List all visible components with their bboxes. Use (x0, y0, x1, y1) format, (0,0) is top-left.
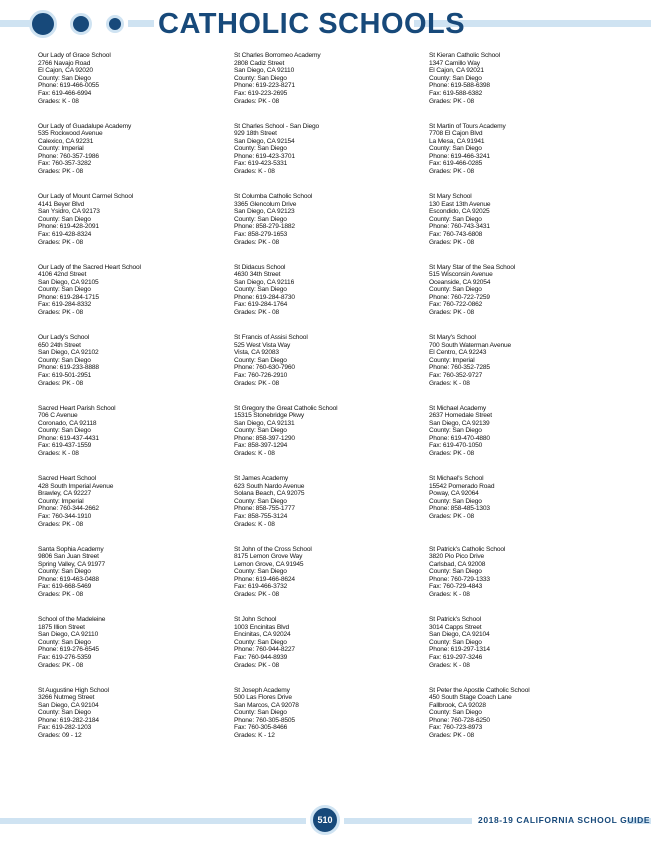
school-phone: Phone: 760-743-3431 (429, 223, 490, 231)
school-county: County: San Diego (429, 497, 482, 505)
school-county: County: San Diego (234, 638, 287, 646)
school-grades: Grades: PK - 08 (38, 309, 84, 317)
school-county: County: San Diego (234, 74, 287, 82)
school-county: County: San Diego (429, 427, 482, 435)
school-address: 9806 San Juan Street (38, 553, 99, 561)
school-fax: Fax: 619-501-2951 (38, 371, 92, 379)
school-name: St Michael's School (429, 475, 484, 482)
school-fax: Fax: 619-466-0285 (429, 160, 483, 168)
school-county: County: San Diego (234, 427, 287, 435)
school-phone: Phone: 858-755-1777 (234, 505, 295, 513)
school-name: St Joseph Academy (234, 686, 290, 694)
school-phone: Phone: 619-276-6545 (38, 646, 99, 654)
school-county: County: San Diego (234, 286, 287, 294)
school-entry (429, 405, 619, 476)
school-name: Our Lady of Grace School (38, 52, 111, 59)
school-grades: Grades: PK - 08 (234, 309, 280, 317)
school-grades: Grades: PK - 08 (429, 309, 475, 317)
school-phone: Phone: 619-470-4880 (429, 434, 490, 442)
school-grades: Grades: PK - 08 (38, 520, 84, 528)
school-city: Poway, CA 92064 (429, 490, 479, 498)
school-address: 3014 Capps Street (429, 623, 482, 631)
school-grades: Grades: K - 12 (234, 732, 275, 740)
school-county: County: San Diego (38, 568, 91, 576)
school-name: School of the Madeleine (38, 616, 106, 623)
school-entry (38, 193, 228, 264)
school-phone: Phone: 619-437-4431 (38, 434, 99, 442)
school-address: 706 C Avenue (38, 412, 78, 420)
school-phone: Phone: 619-463-0488 (38, 575, 99, 583)
school-phone: Phone: 619-466-8624 (234, 575, 295, 583)
school-entry (234, 546, 424, 617)
school-entry (38, 334, 228, 405)
school-fax: Fax: 619-423-5331 (234, 160, 288, 168)
school-address: 4630 34th Street (234, 271, 281, 279)
school-entry (234, 687, 424, 758)
school-entry (429, 546, 619, 617)
header-dot-medium (70, 13, 92, 35)
school-city: Carlsbad, CA 92008 (429, 560, 486, 568)
school-city: San Ysidro, CA 92173 (38, 208, 100, 216)
school-grades: Grades: PK - 08 (234, 238, 280, 246)
school-name: St Francis of Assisi School (234, 334, 308, 341)
school-name: St James Academy (234, 475, 289, 482)
school-name: St Mary School (429, 193, 472, 200)
school-fax: Fax: 619-437-1559 (38, 442, 92, 450)
school-county: County: San Diego (38, 638, 91, 646)
school-address: 2808 Cadiz Street (234, 59, 285, 67)
school-name: Sacred Heart Parish School (38, 404, 116, 412)
school-column-3 (429, 52, 619, 757)
school-entry (38, 546, 228, 617)
school-name: St Charles Borromeo Academy (234, 52, 321, 59)
school-grades: Grades: K - 08 (234, 168, 275, 176)
school-address: 130 East 13th Avenue (429, 200, 491, 208)
school-city: San Diego, CA 92102 (38, 349, 99, 357)
school-phone: Phone: 619-233-8888 (38, 364, 99, 372)
school-county: County: San Diego (38, 356, 91, 364)
school-phone: Phone: 760-630-7960 (234, 364, 295, 372)
school-entry (234, 334, 424, 405)
school-name: Sacred Heart School (38, 475, 96, 482)
school-phone: Phone: 619-284-1715 (38, 293, 99, 301)
school-entry (429, 616, 619, 687)
school-fax: Fax: 760-357-3282 (38, 160, 92, 168)
school-fax: Fax: 619-668-5469 (38, 583, 92, 591)
school-city: San Marcos, CA 92078 (234, 701, 299, 709)
school-fax: Fax: 760-344-1910 (38, 512, 92, 520)
school-fax: Fax: 619-470-1050 (429, 442, 483, 450)
school-city: San Diego, CA 92116 (234, 278, 295, 286)
school-county: County: San Diego (38, 427, 91, 435)
school-entry (234, 52, 424, 123)
school-fax: Fax: 619-466-3732 (234, 583, 288, 591)
school-grades: Grades: PK - 08 (234, 661, 280, 669)
school-city: Escondido, CA 92025 (429, 208, 490, 216)
school-county: County: San Diego (429, 638, 482, 646)
school-address: 1347 Camillo Way (429, 59, 480, 67)
school-county: County: Imperial (429, 356, 475, 364)
school-fax: Fax: 619-276-5359 (38, 653, 92, 661)
school-city: San Diego, CA 92110 (234, 67, 295, 75)
school-name: St Martin of Tours Academy (429, 122, 506, 130)
school-grades: Grades: K - 08 (234, 450, 275, 458)
school-address: 4141 Beyer Blvd (38, 200, 85, 208)
school-county: County: San Diego (429, 709, 482, 717)
school-entry (429, 123, 619, 194)
school-address: 525 West Vista Way (234, 341, 291, 349)
school-fax: Fax: 760-729-4843 (429, 583, 483, 591)
school-city: Oceanside, CA 92054 (429, 278, 491, 286)
school-address: 8175 Lemon Grove Way (234, 553, 303, 561)
page-title: CATHOLIC SCHOOLS (158, 8, 466, 40)
school-fax: Fax: 858-397-1294 (234, 442, 288, 450)
school-city: San Diego, CA 92104 (38, 701, 99, 709)
school-address: 4106 42nd Street (38, 271, 87, 279)
school-grades: Grades: K - 08 (38, 450, 79, 458)
school-column-1 (38, 52, 228, 757)
school-fax: Fax: 619-284-1764 (234, 301, 288, 309)
school-grades: Grades: K - 08 (429, 661, 470, 669)
school-address: 515 Wisconsin Avenue (429, 271, 493, 279)
school-entry (429, 193, 619, 264)
school-city: Vista, CA 92083 (234, 349, 279, 357)
school-name: St Patrick's School (429, 616, 481, 623)
school-phone: Phone: 619-297-1314 (429, 646, 490, 654)
school-entry (429, 52, 619, 123)
school-name: St Patrick's Catholic School (429, 545, 506, 553)
school-entry (429, 475, 619, 546)
school-county: County: San Diego (429, 215, 482, 223)
school-address: 7708 El Cajon Blvd (429, 130, 483, 138)
school-fax: Fax: 760-352-9727 (429, 371, 483, 379)
school-address: 3820 Pio Pico Drive (429, 553, 485, 561)
school-city: Brawley, CA 92227 (38, 490, 92, 498)
school-entry (234, 405, 424, 476)
school-name: Our Lady of Mount Carmel School (38, 193, 134, 200)
school-name: Our Lady's School (38, 334, 90, 341)
school-county: County: Imperial (38, 497, 84, 505)
school-grades: Grades: PK - 08 (38, 168, 84, 176)
school-city: Lemon Grove, CA 91945 (234, 560, 304, 568)
school-grades: Grades: PK - 08 (38, 238, 84, 246)
school-phone: Phone: 619-223-8271 (234, 82, 295, 90)
school-phone: Phone: 760-728-6250 (429, 716, 490, 724)
school-name: Our Lady of Guadalupe Academy (38, 122, 132, 130)
school-address: 623 South Nardo Avenue (234, 482, 305, 490)
header-dot-small (106, 15, 124, 33)
school-county: County: San Diego (234, 356, 287, 364)
page-header (0, 0, 651, 50)
school-city: Encinitas, CA 92024 (234, 631, 291, 639)
school-address: 700 South Waterman Avenue (429, 341, 512, 349)
school-fax: Fax: 760-722-0862 (429, 301, 483, 309)
school-entry (234, 616, 424, 687)
school-entry (429, 687, 619, 758)
school-fax: Fax: 619-428-8324 (38, 230, 92, 238)
school-name: Santa Sophia Academy (38, 545, 104, 553)
school-county: County: San Diego (429, 286, 482, 294)
school-name: St Didacus School (234, 263, 286, 271)
school-address: 15315 Stonebridge Pkwy (234, 412, 305, 420)
school-entry (234, 264, 424, 335)
school-entry (234, 193, 424, 264)
school-address: 3266 Nutmeg Street (38, 694, 95, 702)
school-city: Coronado, CA 92118 (38, 419, 97, 427)
school-grades: Grades: PK - 08 (38, 379, 84, 387)
school-phone: Phone: 619-466-0055 (38, 82, 99, 90)
school-city: El Cajon, CA 92020 (38, 67, 93, 75)
school-address: 1003 Encinitas Blvd (234, 623, 290, 631)
school-name: St Gregory the Great Catholic School (234, 404, 338, 412)
school-grades: Grades: PK - 08 (429, 168, 475, 176)
school-grades: Grades: K - 08 (38, 97, 79, 105)
footer-rule-left (0, 818, 306, 824)
school-phone: Phone: 760-352-7285 (429, 364, 490, 372)
school-entry (38, 52, 228, 123)
school-grades: Grades: K - 08 (429, 379, 470, 387)
school-grades: Grades: PK - 08 (429, 238, 475, 246)
school-phone: Phone: 619-282-2184 (38, 716, 99, 724)
header-dot-large (29, 10, 57, 38)
school-address: 2766 Navajo Road (38, 59, 91, 67)
school-city: San Diego, CA 92131 (234, 419, 295, 427)
school-name: St Peter the Apostle Catholic School (429, 686, 530, 694)
school-address: 1875 Illion Street (38, 623, 85, 631)
school-fax: Fax: 760-944-8939 (234, 653, 288, 661)
school-city: Solana Beach, CA 92075 (234, 490, 305, 498)
school-county: County: San Diego (38, 709, 91, 717)
school-name: St Mary's School (429, 334, 476, 341)
school-column-2 (234, 52, 424, 757)
school-entry (429, 264, 619, 335)
school-entry (38, 405, 228, 476)
school-phone: Phone: 858-279-1882 (234, 223, 295, 231)
school-city: San Diego, CA 92123 (234, 208, 295, 216)
school-city: San Diego, CA 92105 (38, 278, 99, 286)
header-rule-mid (128, 20, 154, 27)
school-county: County: San Diego (429, 568, 482, 576)
school-fax: Fax: 619-588-6382 (429, 89, 483, 97)
school-grades: Grades: PK - 08 (429, 512, 475, 520)
school-name: St Kieran Catholic School (429, 52, 501, 59)
school-grades: Grades: K - 08 (234, 520, 275, 528)
school-county: County: San Diego (234, 497, 287, 505)
school-fax: Fax: 619-284-8332 (38, 301, 92, 309)
school-entry (38, 123, 228, 194)
page-number: 510 (310, 805, 340, 835)
school-county: County: San Diego (38, 74, 91, 82)
school-county: County: Imperial (38, 145, 84, 153)
school-fax: Fax: 760-723-8973 (429, 724, 483, 732)
school-grades: Grades: PK - 08 (234, 379, 280, 387)
school-grades: Grades: PK - 08 (38, 591, 84, 599)
page-footer (0, 802, 651, 842)
school-phone: Phone: 760-357-1986 (38, 152, 99, 160)
school-city: La Mesa, CA 91941 (429, 137, 485, 145)
school-county: County: San Diego (38, 286, 91, 294)
school-phone: Phone: 619-466-3241 (429, 152, 490, 160)
school-address: 535 Rockwood Avenue (38, 130, 103, 138)
school-grades: Grades: PK - 08 (234, 97, 280, 105)
school-city: El Cajon, CA 92021 (429, 67, 484, 75)
footer-rule-mid (344, 818, 472, 824)
school-grades: Grades: PK - 08 (429, 450, 475, 458)
school-name: St Mary Star of the Sea School (429, 263, 516, 271)
school-county: County: San Diego (234, 568, 287, 576)
school-entry (234, 475, 424, 546)
school-phone: Phone: 858-397-1290 (234, 434, 295, 442)
school-name: St John School (234, 616, 277, 623)
school-entry (429, 334, 619, 405)
school-address: 450 South Stage Coach Lane (429, 694, 512, 702)
school-address: 3365 Glencolum Drive (234, 200, 297, 208)
school-phone: Phone: 760-305-8505 (234, 716, 295, 724)
school-city: San Diego, CA 92139 (429, 419, 490, 427)
school-grades: Grades: PK - 08 (429, 97, 475, 105)
school-grades: Grades: PK - 08 (429, 732, 475, 740)
school-grades: Grades: PK - 08 (234, 591, 280, 599)
school-name: Our Lady of the Sacred Heart School (38, 263, 141, 271)
guide-title: 2018-19 CALIFORNIA SCHOOL GUIDE (478, 815, 651, 825)
school-county: County: San Diego (429, 145, 482, 153)
school-grades: Grades: 09 - 12 (38, 732, 82, 740)
school-address: 2637 Homedale Street (429, 412, 492, 420)
school-phone: Phone: 858-485-1303 (429, 505, 490, 513)
school-grades: Grades: PK - 08 (38, 661, 84, 669)
school-address: 929 18th Street (234, 130, 277, 138)
school-name: St John of the Cross School (234, 545, 312, 553)
school-phone: Phone: 619-428-2091 (38, 223, 99, 231)
school-fax: Fax: 858-279-1653 (234, 230, 288, 238)
school-county: County: San Diego (234, 145, 287, 153)
school-phone: Phone: 619-423-3701 (234, 152, 295, 160)
school-fax: Fax: 760-743-6808 (429, 230, 483, 238)
school-fax: Fax: 619-297-3246 (429, 653, 483, 661)
school-fax: Fax: 858-755-3124 (234, 512, 288, 520)
school-grades: Grades: K - 08 (429, 591, 470, 599)
school-city: San Diego, CA 92110 (38, 631, 99, 639)
school-county: County: San Diego (234, 215, 287, 223)
school-entry (38, 687, 228, 758)
header-rule-left (0, 20, 30, 27)
school-fax: Fax: 619-282-1203 (38, 724, 92, 732)
school-phone: Phone: 760-344-2662 (38, 505, 99, 513)
school-city: San Diego, CA 92104 (429, 631, 490, 639)
school-phone: Phone: 619-588-6398 (429, 82, 490, 90)
school-county: County: San Diego (234, 709, 287, 717)
school-city: Spring Valley, CA 91977 (38, 560, 106, 568)
school-address: 428 South Imperial Avenue (38, 482, 114, 490)
school-address: 15542 Pomerado Road (429, 482, 495, 490)
school-phone: Phone: 619-284-8730 (234, 293, 295, 301)
school-address: 650 24th Street (38, 341, 81, 349)
school-address: 500 Las Flores Drive (234, 694, 292, 702)
school-entry (38, 616, 228, 687)
school-county: County: San Diego (38, 215, 91, 223)
school-entry (38, 475, 228, 546)
school-city: El Centro, CA 92243 (429, 349, 487, 357)
school-county: County: San Diego (429, 74, 482, 82)
school-city: Fallbrook, CA 92028 (429, 701, 486, 709)
school-city: San Diego, CA 92154 (234, 137, 295, 145)
school-entry (234, 123, 424, 194)
school-name: St Columba Catholic School (234, 193, 313, 200)
school-entry (38, 264, 228, 335)
school-phone: Phone: 760-944-8227 (234, 646, 295, 654)
school-phone: Phone: 760-729-1333 (429, 575, 490, 583)
school-name: St Michael Academy (429, 404, 487, 412)
school-name: St Charles School - San Diego (234, 122, 320, 130)
school-fax: Fax: 619-466-6994 (38, 89, 92, 97)
school-city: Calexico, CA 92231 (38, 137, 94, 145)
school-fax: Fax: 619-223-2695 (234, 89, 288, 97)
school-phone: Phone: 760-722-7259 (429, 293, 490, 301)
school-name: St Augustine High School (38, 686, 109, 694)
school-fax: Fax: 760-726-2910 (234, 371, 288, 379)
school-fax: Fax: 760-305-8466 (234, 724, 288, 732)
